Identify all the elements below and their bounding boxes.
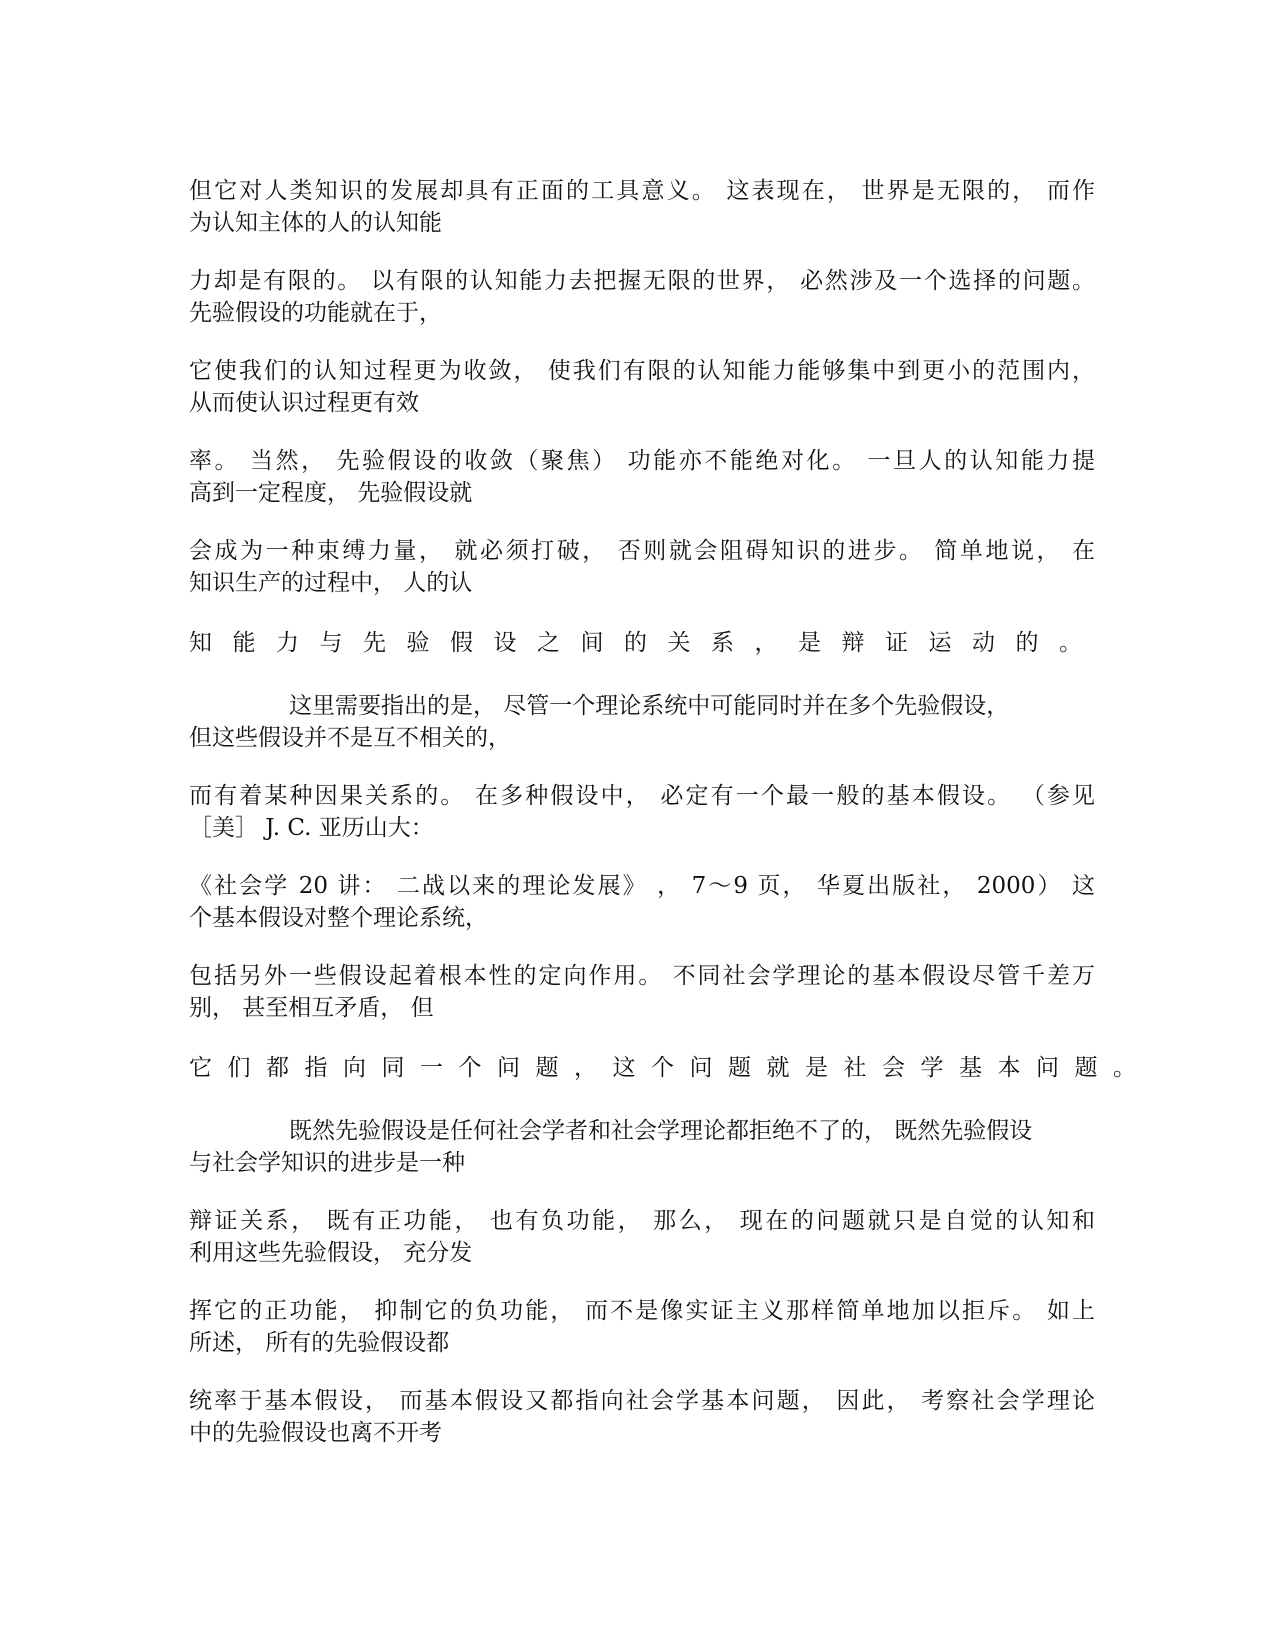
paragraph-6-line-1: 知能力与先验假设之间的关系，是辩证运动的。 (189, 630, 1103, 656)
paragraph-13-line-2: 利用这些先验假设， 充分发 (189, 1240, 473, 1266)
paragraph-9 (189, 870, 1095, 934)
paragraph-4-line-1: 率。 当然， 先验假设的收敛（聚焦） 功能亦不能绝对化。 一旦人的认知能力提 (189, 448, 1095, 474)
paragraph-10 (189, 960, 1095, 1024)
paragraph-12-line-1: 既然先验假设是任何社会学者和社会学理论都拒绝不了的， 既然先验假设 (289, 1118, 1033, 1144)
paragraph-8 (189, 780, 1095, 844)
paragraph-8-line-1: 而有着某种因果关系的。 在多种假设中， 必定有一个最一般的基本假设。 （参见 (189, 783, 1095, 809)
paragraph-15 (189, 1385, 1095, 1449)
paragraph-15-line-1: 统率于基本假设， 而基本假设又都指向社会学基本问题， 因此， 考察社会学理论 (189, 1388, 1095, 1414)
paragraph-14-line-1: 挥它的正功能， 抑制它的负功能， 而不是像实证主义那样简单地加以拒斥。 如上 (189, 1298, 1095, 1324)
paragraph-11 (189, 1052, 1152, 1084)
paragraph-14-line-2: 所述， 所有的先验假设都 (189, 1330, 450, 1356)
paragraph-13 (189, 1205, 1095, 1269)
paragraph-9-line-1: 《社会学 20 讲： 二战以来的理论发展》 ， 7～9 页， 华夏出版社， 2000） 这 (189, 873, 1095, 899)
paragraph-10-line-2: 别， 甚至相互矛盾， 但 (189, 995, 434, 1021)
paragraph-3 (189, 355, 1095, 419)
paragraph-12 (189, 1115, 1095, 1179)
paragraph-14 (189, 1295, 1095, 1359)
paragraph-3-line-1: 它使我们的认知过程更为收敛， 使我们有限的认知能力能够集中到更小的范围内， (189, 358, 1095, 384)
paragraph-6 (189, 627, 1103, 659)
paragraph-15-line-2: 中的先验假设也离不开考 (189, 1420, 442, 1446)
paragraph-8-line-2: ［美］ J. C. 亚历山大： (189, 815, 434, 841)
paragraph-3-line-2: 从而使认识过程更有效 (189, 390, 419, 416)
paragraph-2 (189, 265, 1095, 329)
paragraph-2-line-1: 力却是有限的。 以有限的认知能力去把握无限的世界， 必然涉及一个选择的问题。 (189, 268, 1095, 294)
paragraph-7-line-1: 这里需要指出的是， 尽管一个理论系统中可能同时并在多个先验假设， (289, 693, 1010, 719)
paragraph-5-line-1: 会成为一种束缚力量， 就必须打破， 否则就会阻碍知识的进步。 简单地说， 在 (189, 538, 1095, 564)
paragraph-1-line-2: 为认知主体的人的认知能 (189, 210, 442, 236)
paragraph-1 (189, 175, 1095, 239)
paragraph-4 (189, 445, 1095, 509)
paragraph-9-line-2: 个基本假设对整个理论系统， (189, 905, 488, 931)
paragraph-1-line-1: 但它对人类知识的发展却具有正面的工具意义。 这表现在， 世界是无限的， 而作 (189, 178, 1095, 204)
paragraph-12-line-2: 与社会学知识的进步是一种 (189, 1150, 465, 1176)
paragraph-7 (189, 690, 1095, 754)
paragraph-10-line-1: 包括另外一些假设起着根本性的定向作用。 不同社会学理论的基本假设尽管千差万 (189, 963, 1095, 989)
paragraph-5 (189, 535, 1095, 599)
paragraph-2-line-2: 先验假设的功能就在于， (189, 300, 442, 326)
paragraph-4-line-2: 高到一定程度， 先验假设就 (189, 480, 473, 506)
paragraph-11-line-1: 它们都指向同一个问题，这个问题就是社会学基本问题。 (189, 1055, 1152, 1081)
paragraph-7-line-2: 但这些假设并不是互不相关的， (189, 725, 511, 751)
paragraph-5-line-2: 知识生产的过程中， 人的认 (189, 570, 473, 596)
paragraph-13-line-1: 辩证关系， 既有正功能， 也有负功能， 那么， 现在的问题就只是自觉的认知和 (189, 1208, 1095, 1234)
